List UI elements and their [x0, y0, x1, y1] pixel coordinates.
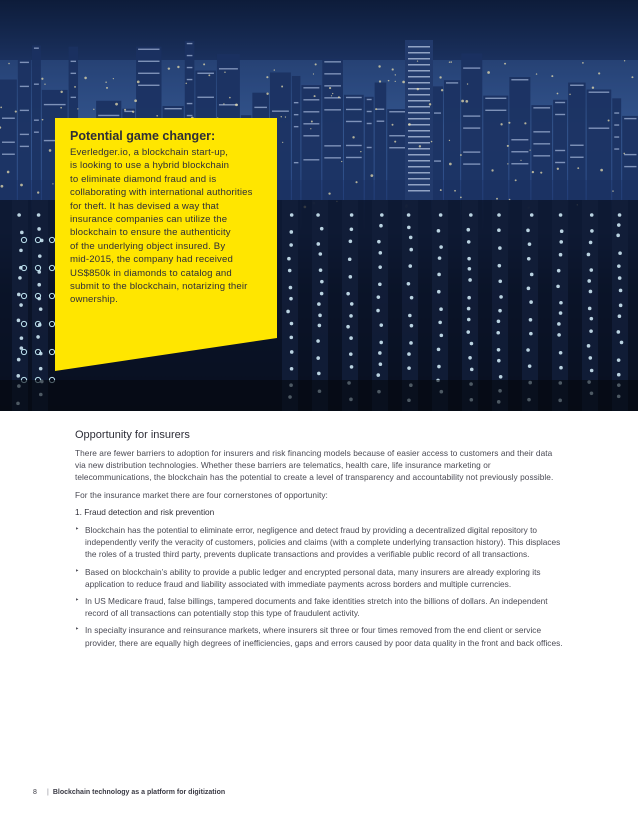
callout-body: Everledger.io, a blockchain start-up, is looking to use a hybrid blockchain to eliminate diamond fraud and is collaborating with international authorities for theft. It has devised a way that insurance companies can utilize the blockchain to ensure the authenticity of the underlying object insured. By mid-2015, the company had received US$850k in diamonds to catalog and submit to the blockchain, notarizing their ownership.: [70, 147, 253, 306]
callout: [70, 128, 270, 307]
bullet-text: In US Medicare fraud, false billings, tampered documents and fake identities stretch into the billions of dollars. An independent record of all transactions can potentially stop this type of fraudulent activity.: [85, 596, 548, 619]
list-item: [75, 524, 565, 561]
bullet-marker-icon: ‣: [75, 626, 80, 634]
subsection-heading: 1. Fraud detection and risk prevention: [75, 506, 215, 517]
list-item: [75, 595, 565, 619]
callout-title: Potential game changer:: [70, 129, 216, 143]
footer-title: Blockchain technology as a platform for digitization: [52, 789, 226, 796]
page-number: 8: [33, 789, 37, 796]
bullet-text: In specialty insurance and reinsurance markets, where insurers sit three or four times removed from the end client or service provider, there are equally high degrees of inefficiencies, gaps and errors caused by poor data quality in the front and back offices.: [85, 625, 563, 648]
section-heading: Opportunity for insurers: [75, 429, 190, 441]
bullet-marker-icon: ‣: [75, 526, 80, 534]
cornerstones-paragraph: For the insurance market there are four cornerstones of opportunity:: [75, 489, 328, 500]
bullet-list: [75, 524, 565, 649]
intro-paragraph: There are fewer barriers to adoption for insurers and risk financing models because of easier access to customers and their data via new distribution technologies. Whether these barriers are telematics, health care, life insurance marketing or telecommunications, the blockchain has the potential to create a level of transparency and accountability not previously possible.: [75, 448, 554, 483]
bullet-text: Based on blockchain’s ability to provide a public ledger and encrypted personal data, many insurers are already exploring its application to reduce fraud and liability associated with immediate payments across borders and multiple currencies.: [85, 566, 541, 589]
list-item: [75, 566, 565, 590]
footer-separator: |: [47, 789, 49, 796]
bullet-marker-icon: ‣: [75, 597, 80, 605]
page-footer: [33, 789, 225, 799]
bullet-text: Blockchain has the potential to eliminate error, negligence and detect fraud by providing a decentralized digital repository to independently verify the veracity of customers, policies and claims (with a complete underlying transaction history). This displaces the roles of a trusted third party, prevents duplicate transactions and provides a verifiable public record of all transactions.: [85, 525, 561, 560]
list-item: [75, 624, 565, 648]
bullet-marker-icon: ‣: [75, 567, 80, 575]
main-content: [75, 427, 565, 654]
